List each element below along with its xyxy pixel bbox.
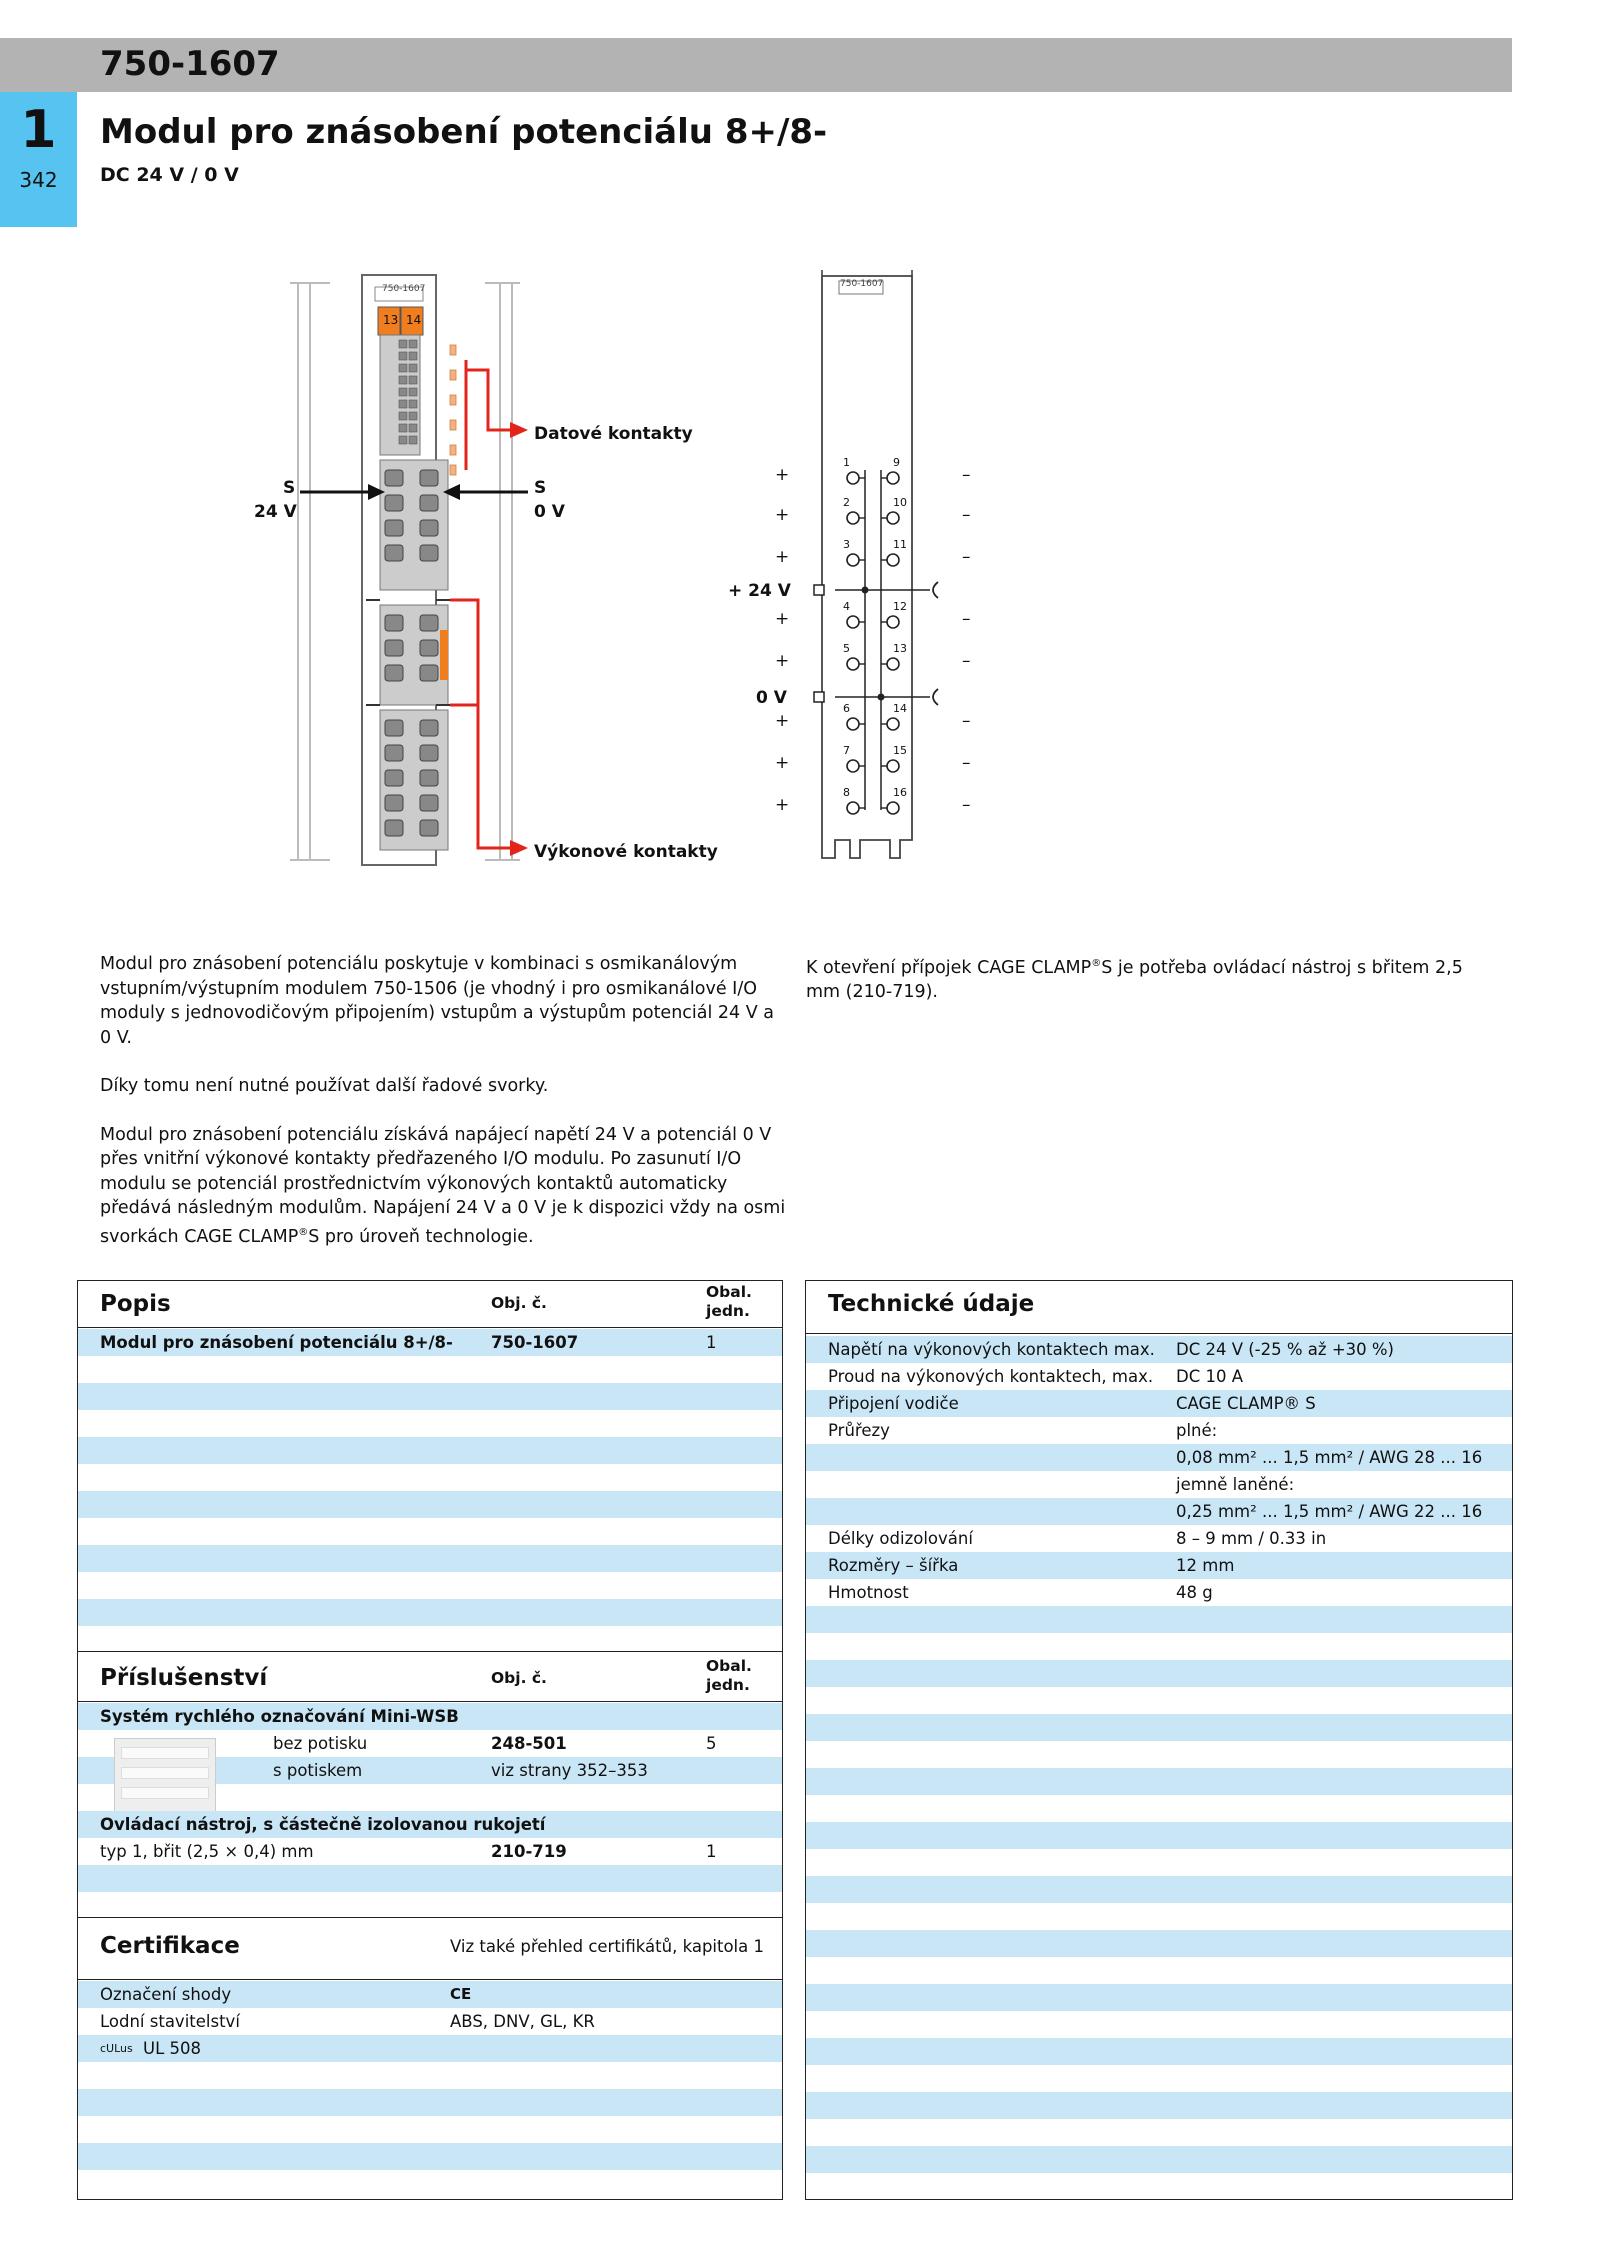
tech-row bbox=[806, 1498, 1512, 1525]
cert-row: Lodní stavitelství ABS, DNV, GL, KR bbox=[100, 2012, 595, 2031]
tech-row bbox=[806, 2119, 1512, 2146]
schematic-plus-sign: + bbox=[775, 547, 790, 567]
tech-row bbox=[806, 2065, 1512, 2092]
accessories-col-pack: Obal. jedn. bbox=[706, 1657, 752, 1694]
chapter-number: 1 bbox=[20, 100, 57, 160]
schematic-plus-sign: + bbox=[775, 753, 790, 773]
tech-value: 0,25 mm² ... 1,5 mm² / AWG 22 ... 16 bbox=[1176, 1502, 1483, 1521]
schematic-minus-sign: – bbox=[962, 753, 971, 773]
terminal-number: 4 bbox=[843, 600, 850, 613]
certification-note: Viz také přehled certifikátů, kapitola 1 bbox=[450, 1937, 764, 1956]
left-s-label: S bbox=[283, 478, 296, 498]
schematic-minus-sign: – bbox=[962, 795, 971, 815]
tech-row bbox=[806, 1741, 1512, 1768]
tech-row bbox=[806, 1633, 1512, 1660]
schematic-diagram bbox=[720, 270, 980, 870]
ordering-item-desc: Modul pro znásobení potenciálu 8+/8- bbox=[100, 1333, 453, 1352]
schematic-minus-sign: – bbox=[962, 465, 971, 485]
cert-row: cULus UL 508 bbox=[78, 2035, 782, 2062]
ordering-title: Popis bbox=[100, 1291, 171, 1317]
terminal-number: 12 bbox=[893, 600, 907, 613]
tech-value: CAGE CLAMP® S bbox=[1176, 1394, 1316, 1413]
schematic-plus-sign: + bbox=[775, 651, 790, 671]
description-p3: Modul pro znásobení potenciálu získává napájecí napětí 24 V a potenciál 0 V přes vnitřní výkonové kontakty předřazeného I/O modulu. Po zasunutí I/O modulu se potenciál prostřednictvím výkonových kontaktů automaticky předává následným modulům. Napájení 24 V a 0 V je k dispozici vždy na osmi svorkách CAGE CLAMP®S pro úroveň technologie. bbox=[100, 1124, 786, 1247]
tech-row bbox=[806, 1930, 1512, 1957]
tech-row bbox=[806, 1660, 1512, 1687]
tech-row bbox=[806, 2092, 1512, 2119]
data-contacts-label: Datové kontakty bbox=[534, 424, 693, 444]
tech-row bbox=[806, 1552, 1512, 1579]
terminal-number: 1 bbox=[843, 456, 850, 469]
tech-value: jemně laněné: bbox=[1176, 1475, 1295, 1494]
terminal-number: 7 bbox=[843, 744, 850, 757]
tech-row bbox=[806, 1903, 1512, 1930]
accessory-row: typ 1, břit (2,5 × 0,4) mm 210-719 1 bbox=[100, 1842, 717, 1861]
tech-label: Rozměry – šířka bbox=[828, 1556, 959, 1575]
schematic-plus-sign: + bbox=[775, 711, 790, 731]
page-title: Modul pro znásobení potenciálu 8+/8- bbox=[100, 112, 828, 152]
tech-row bbox=[806, 2011, 1512, 2038]
tech-row bbox=[806, 1444, 1512, 1471]
tech-label: Délky odizolování bbox=[828, 1529, 973, 1548]
module-label: 750-1607 bbox=[382, 284, 426, 294]
certification-title: Certifikace bbox=[100, 1933, 240, 1959]
ordering-col-pack: Obal. jedn. bbox=[706, 1283, 752, 1320]
tech-label: Napětí na výkonových kontaktech max. bbox=[828, 1340, 1155, 1359]
schematic-minus-sign: – bbox=[962, 651, 971, 671]
tech-label: Hmotnost bbox=[828, 1583, 909, 1602]
tech-value: plné: bbox=[1176, 1421, 1218, 1440]
tech-row bbox=[806, 1579, 1512, 1606]
technical-title: Technické údaje bbox=[828, 1291, 1035, 1317]
accessories-title: Příslušenství bbox=[100, 1665, 268, 1691]
schematic-module-label: 750-1607 bbox=[840, 279, 884, 289]
page-number: 342 bbox=[19, 168, 58, 192]
schematic-minus-sign: – bbox=[962, 609, 971, 629]
accessory-group-1: Systém rychlého označování Mini-WSB bbox=[78, 1703, 782, 1730]
terminal-number: 16 bbox=[893, 786, 907, 799]
ordering-item-pack: 1 bbox=[706, 1333, 717, 1352]
terminal-number: 10 bbox=[893, 496, 907, 509]
tech-label: Proud na výkonových kontaktech, max. bbox=[828, 1367, 1154, 1386]
terminal-number: 11 bbox=[893, 538, 907, 551]
terminal-number: 5 bbox=[843, 642, 850, 655]
schematic-24v-label: + 24 V bbox=[728, 581, 791, 601]
tech-row bbox=[806, 1714, 1512, 1741]
technical-panel bbox=[805, 1280, 1513, 2200]
terminal-13-label: 13 bbox=[383, 313, 399, 327]
tech-value: 8 – 9 mm / 0.33 in bbox=[1176, 1529, 1327, 1548]
tech-row bbox=[806, 1363, 1512, 1390]
tech-value: DC 24 V (-25 % až +30 %) bbox=[1176, 1340, 1394, 1359]
terminal-number: 6 bbox=[843, 702, 850, 715]
description-p2: Díky tomu není nutné používat další řadové svorky. bbox=[100, 1076, 549, 1096]
description-p1: Modul pro znásobení potenciálu poskytuje v kombinaci s osmikanálovým vstupním/výstupním modulem 750-1506 (je vhodný i pro osmikanálové I/O moduly s jednovodičovým připojením) vstupům a výstupům potenciál 24 V a 0 V. bbox=[100, 954, 775, 1048]
terminal-number: 13 bbox=[893, 642, 907, 655]
power-contacts-label: Výkonové kontakty bbox=[534, 842, 718, 862]
schematic-0v-label: 0 V bbox=[756, 688, 787, 708]
ce-mark-icon: CE bbox=[450, 1985, 472, 2003]
terminal-number: 2 bbox=[843, 496, 850, 509]
tech-row bbox=[806, 1984, 1512, 2011]
accessory-row: s potiskem viz strany 352–353 bbox=[78, 1757, 782, 1784]
tech-row bbox=[806, 1957, 1512, 1984]
accessory-group-2: Ovládací nástroj, s částečně izolovanou rukojetí bbox=[78, 1811, 782, 1838]
cert-row: Označení shody CE bbox=[78, 1981, 782, 2008]
page-subtitle: DC 24 V / 0 V bbox=[100, 164, 239, 186]
tech-row bbox=[806, 1822, 1512, 1849]
ordering-item-row bbox=[78, 1329, 782, 1356]
tech-value: DC 10 A bbox=[1176, 1367, 1243, 1386]
description-left bbox=[100, 952, 790, 1249]
accessory-row: bez potisku 248-501 5 bbox=[273, 1734, 717, 1753]
module-diagram bbox=[240, 270, 710, 870]
marker-card-image bbox=[114, 1738, 216, 1812]
tech-row bbox=[806, 1768, 1512, 1795]
tech-row bbox=[806, 1876, 1512, 1903]
tech-label: Průřezy bbox=[828, 1421, 890, 1440]
tech-value: 0,08 mm² ... 1,5 mm² / AWG 28 ... 16 bbox=[1176, 1448, 1483, 1467]
schematic-minus-sign: – bbox=[962, 711, 971, 731]
schematic-plus-sign: + bbox=[775, 505, 790, 525]
right-s-label: S bbox=[534, 478, 547, 498]
terminal-number: 9 bbox=[893, 456, 900, 469]
description-right: K otevření přípojek CAGE CLAMP®S je potřeba ovládací nástroj s břitem 2,5 mm (210-719). bbox=[806, 957, 1463, 1003]
tech-label: Připojení vodiče bbox=[828, 1394, 959, 1413]
product-number: 750-1607 bbox=[100, 44, 280, 84]
tech-row bbox=[806, 1687, 1512, 1714]
tech-row bbox=[806, 1336, 1512, 1363]
tech-row bbox=[806, 1471, 1512, 1498]
tech-row bbox=[806, 1417, 1512, 1444]
tech-row bbox=[806, 1525, 1512, 1552]
ordering-panel bbox=[77, 1280, 783, 2200]
tech-value: 12 mm bbox=[1176, 1556, 1235, 1575]
ordering-item-no: 750-1607 bbox=[491, 1333, 579, 1352]
accessories-col-no: Obj. č. bbox=[491, 1669, 547, 1687]
tech-value: 48 g bbox=[1176, 1583, 1213, 1602]
tech-row bbox=[806, 2038, 1512, 2065]
terminal-number: 15 bbox=[893, 744, 907, 757]
terminal-number: 3 bbox=[843, 538, 850, 551]
schematic-plus-sign: + bbox=[775, 795, 790, 815]
tech-row bbox=[806, 2146, 1512, 2173]
terminal-number: 8 bbox=[843, 786, 850, 799]
tech-row bbox=[806, 1390, 1512, 1417]
terminal-14-label: 14 bbox=[406, 313, 422, 327]
schematic-plus-sign: + bbox=[775, 609, 790, 629]
tech-row bbox=[806, 1795, 1512, 1822]
ul-mark-icon: cULus bbox=[100, 2042, 133, 2055]
left-voltage-label: 24 V bbox=[254, 502, 297, 522]
ordering-col-no: Obj. č. bbox=[491, 1294, 547, 1312]
schematic-plus-sign: + bbox=[775, 465, 790, 485]
schematic-minus-sign: – bbox=[962, 505, 971, 525]
tech-row bbox=[806, 1606, 1512, 1633]
right-voltage-label: 0 V bbox=[534, 502, 565, 522]
schematic-minus-sign: – bbox=[962, 547, 971, 567]
terminal-number: 14 bbox=[893, 702, 907, 715]
tech-row bbox=[806, 1849, 1512, 1876]
